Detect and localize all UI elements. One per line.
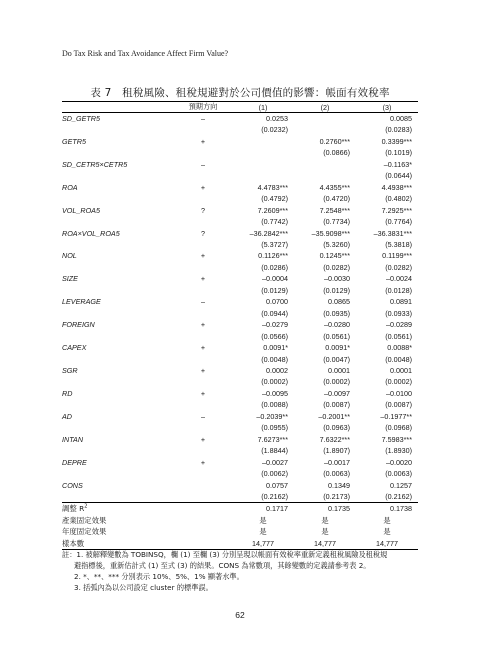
standard-error-cell: (0.0048)	[385, 354, 412, 364]
expected-sign: +	[200, 343, 206, 353]
standard-error-cell: (1.8907)	[323, 446, 350, 456]
coefficient-cell: –36.2842***	[249, 228, 288, 238]
coefficient-cell: 7.5983***	[381, 434, 412, 444]
standard-error-cell: (0.0002)	[261, 377, 288, 387]
expected-sign: –	[201, 297, 205, 307]
standard-error-cell: (0.0935)	[323, 308, 350, 318]
standard-error-row	[62, 239, 418, 250]
n-obs-value-2: 14,777	[294, 538, 356, 550]
standard-error-cell: (0.0048)	[261, 354, 288, 364]
adj-r2-value-3: 0.1738	[356, 503, 418, 515]
regression-table-container	[62, 101, 418, 550]
industry-fe-row	[62, 515, 418, 526]
standard-error-cell: (0.0047)	[323, 354, 350, 364]
running-header: Do Tax Risk and Tax Avoidance Affect Firm Value?	[62, 49, 229, 58]
expected-sign: +	[200, 457, 206, 467]
note-1: 註：1. 被解釋變數為 TOBINSQ，欄 (1) 至欄 (3) 分別呈現以帳面有效稅率重新定義租稅風險及租稅規	[62, 550, 388, 559]
coefficient-cell: –0.0024	[386, 274, 412, 284]
standard-error-cell: (0.0283)	[385, 125, 412, 135]
n-obs-label: 樣本數	[62, 538, 174, 550]
coefficient-row	[62, 457, 418, 468]
n-obs-value-1: 14,777	[232, 538, 294, 550]
coefficient-row	[62, 365, 418, 376]
expected-sign: –	[201, 411, 205, 421]
coefficient-row	[62, 296, 418, 307]
standard-error-cell: (1.8844)	[261, 446, 288, 456]
coefficient-cell: 0.0091*	[263, 343, 288, 353]
standard-error-row	[62, 285, 418, 296]
variable-name: SIZE	[62, 274, 78, 284]
coefficient-cell: –0.0100	[386, 388, 412, 398]
standard-error-row	[62, 399, 418, 410]
standard-error-cell: (0.0566)	[261, 331, 288, 341]
table-body	[62, 113, 418, 550]
standard-error-cell: (5.3818)	[385, 239, 412, 249]
year-fe-label: 年度固定效果	[62, 527, 107, 537]
adj-r2-value-1: 0.1717	[232, 503, 294, 515]
adj-r2-row	[62, 503, 418, 515]
header-column-3: (3)	[382, 102, 392, 112]
industry-fe-label: 產業固定效果	[62, 515, 107, 525]
standard-error-row	[62, 147, 418, 158]
coefficient-cell: –35.9098***	[311, 228, 350, 238]
variable-name: FOREIGN	[62, 320, 95, 330]
variable-name: ROA	[62, 182, 78, 192]
variable-name: SD_CETR5×CETR5	[62, 159, 128, 169]
standard-error-row	[62, 193, 418, 204]
standard-error-row	[62, 445, 418, 456]
coefficient-cell: 0.1349	[328, 480, 350, 490]
standard-error-row	[62, 354, 418, 365]
coefficient-cell: 4.4355***	[319, 182, 350, 192]
standard-error-cell: (0.7742)	[261, 217, 288, 227]
standard-error-cell: (0.2162)	[261, 491, 288, 501]
standard-error-cell	[294, 170, 356, 181]
coefficient-cell: 0.3399***	[381, 136, 412, 146]
coefficient-cell: 7.2925***	[381, 205, 412, 215]
standard-error-row	[62, 216, 418, 227]
standard-error-cell: (0.4802)	[385, 194, 412, 204]
coefficient-row	[62, 411, 418, 422]
standard-error-cell: (0.0963)	[323, 423, 350, 433]
coefficient-row	[62, 319, 418, 330]
standard-error-cell: (0.0063)	[323, 469, 350, 479]
year-fe-value-1: 是	[259, 527, 267, 537]
standard-error-cell: (0.0644)	[385, 171, 412, 181]
coefficient-cell: 0.0091*	[325, 343, 350, 353]
standard-error-row	[62, 331, 418, 342]
standard-error-cell: (0.0286)	[261, 262, 288, 272]
coefficient-row	[62, 205, 418, 216]
variable-name: GETR5	[62, 136, 86, 146]
coefficient-cell: 4.4783***	[257, 182, 288, 192]
table-notes	[62, 549, 418, 593]
industry-fe-value-3: 是	[383, 515, 391, 525]
header-column-2: (2)	[320, 102, 330, 112]
standard-error-cell: (0.0063)	[385, 469, 412, 479]
coefficient-row	[62, 480, 418, 491]
n-obs-row	[62, 538, 418, 550]
year-fe-value-2: 是	[321, 527, 329, 537]
standard-error-cell: (0.0129)	[323, 285, 350, 295]
standard-error-cell	[232, 170, 294, 181]
expected-sign: +	[200, 320, 206, 330]
variable-name: DEPRE	[62, 457, 87, 467]
expected-sign: +	[200, 251, 206, 261]
standard-error-cell: (0.7764)	[385, 217, 412, 227]
expected-sign: +	[200, 182, 206, 192]
standard-error-cell: (0.1019)	[385, 148, 412, 158]
coefficient-cell: –0.0030	[324, 274, 350, 284]
standard-error-cell: (0.0282)	[385, 262, 412, 272]
coefficient-cell: 0.0088*	[387, 343, 412, 353]
standard-error-cell: (0.0561)	[385, 331, 412, 341]
coefficient-cell: 0.0253	[266, 114, 288, 123]
coefficient-cell: 7.6322***	[319, 434, 350, 444]
variable-name: AD	[62, 411, 72, 421]
coefficient-cell: –0.0289	[386, 320, 412, 330]
coefficient-cell: 7.2548***	[319, 205, 350, 215]
coefficient-cell: –0.2001**	[318, 411, 350, 421]
standard-error-cell	[232, 147, 294, 158]
coefficient-cell: 7.2609***	[257, 205, 288, 215]
coefficient-cell: –0.0004	[262, 274, 288, 284]
coefficient-row	[62, 434, 418, 445]
note-2: 2. *、**、*** 分別表示 10%、5%、1% 顯著水準。	[74, 572, 244, 581]
coefficient-row	[62, 136, 418, 147]
variable-name: SD_GETR5	[62, 114, 100, 123]
variable-name: CONS	[62, 480, 83, 490]
adj-r2-value-2: 0.1735	[294, 503, 356, 515]
standard-error-cell: (1.8930)	[385, 446, 412, 456]
standard-error-cell: (0.0087)	[323, 400, 350, 410]
page-number: 62	[235, 610, 245, 620]
coefficient-cell: –0.0279	[262, 320, 288, 330]
coefficient-cell: –0.0280	[324, 320, 350, 330]
coefficient-cell	[294, 159, 356, 170]
industry-fe-value-1: 是	[259, 515, 267, 525]
standard-error-cell: (0.0087)	[385, 400, 412, 410]
variable-name: ROA×VOL_ROA5	[62, 228, 120, 238]
standard-error-cell: (0.0129)	[261, 285, 288, 295]
coefficient-cell: –0.0027	[262, 457, 288, 467]
standard-error-row	[62, 262, 418, 273]
coefficient-cell: 0.0865	[328, 297, 350, 307]
coefficient-cell: 0.0891	[390, 297, 412, 307]
variable-name: RD	[62, 388, 73, 398]
year-fe-row	[62, 526, 418, 537]
adj-r2-superscript: 2	[84, 503, 88, 510]
expected-sign	[174, 480, 232, 491]
standard-error-cell: (0.0944)	[261, 308, 288, 318]
standard-error-row	[62, 376, 418, 387]
expected-sign: –	[201, 114, 205, 123]
coefficient-cell: –0.1163*	[383, 159, 412, 169]
standard-error-row	[62, 308, 418, 319]
standard-error-cell: (0.0128)	[385, 285, 412, 295]
standard-error-cell	[294, 124, 356, 135]
regression-table	[62, 101, 418, 550]
standard-error-cell: (0.0561)	[323, 331, 350, 341]
coefficient-row	[62, 342, 418, 353]
coefficient-cell: 7.6273***	[257, 434, 288, 444]
standard-error-row	[62, 468, 418, 479]
standard-error-cell: (0.0968)	[385, 423, 412, 433]
table-title: 表 7 租稅風險、租稅規避對於公司價值的影響：帳面有效稅率	[90, 87, 390, 99]
coefficient-cell: 0.0700	[266, 297, 288, 307]
coefficient-cell: 4.4938***	[381, 182, 412, 192]
coefficient-cell: 0.0001	[390, 365, 412, 375]
variable-name: CAPEX	[62, 343, 87, 353]
standard-error-cell: (0.2162)	[385, 491, 412, 501]
n-obs-value-3: 14,777	[356, 538, 418, 550]
coefficient-cell: 0.2760***	[319, 136, 350, 146]
variable-name: LEVERAGE	[62, 297, 101, 307]
coefficient-cell: 0.0001	[328, 365, 350, 375]
coefficient-row	[62, 159, 418, 170]
coefficient-row	[62, 388, 418, 399]
coefficient-cell: 0.0002	[266, 365, 288, 375]
coefficient-row	[62, 250, 418, 261]
standard-error-row	[62, 124, 418, 135]
variable-name: VOL_ROA5	[62, 205, 100, 215]
expected-sign: –	[201, 159, 205, 169]
adj-r2-label-text: 調整 R	[62, 504, 85, 514]
coefficient-cell	[232, 136, 294, 147]
coefficient-cell: –0.1977**	[380, 411, 412, 421]
standard-error-cell: (0.0282)	[323, 262, 350, 272]
standard-error-row	[62, 422, 418, 433]
year-fe-value-3: 是	[383, 527, 391, 537]
standard-error-cell: (0.0002)	[385, 377, 412, 387]
coefficient-cell	[232, 159, 294, 170]
note-1-continued: 避指標後，重新估計式 (1) 至式 (3) 的結果。CONS 為常數項，其餘變數的定義請參考表 2。	[74, 561, 371, 570]
standard-error-row	[62, 170, 418, 181]
expected-sign: +	[200, 136, 206, 146]
standard-error-cell: (0.0866)	[323, 148, 350, 158]
coefficient-cell: –0.2039**	[256, 411, 288, 421]
coefficient-row	[62, 113, 418, 125]
standard-error-cell: (0.7734)	[323, 217, 350, 227]
expected-sign: +	[200, 388, 206, 398]
coefficient-cell: 0.1199***	[382, 251, 412, 261]
standard-error-cell: (0.0062)	[261, 469, 288, 479]
standard-error-cell: (5.3260)	[323, 239, 350, 249]
coefficient-cell: –0.0095	[262, 388, 288, 398]
coefficient-cell: –0.0097	[324, 388, 350, 398]
expected-sign: +	[200, 274, 206, 284]
coefficient-row	[62, 228, 418, 239]
coefficient-cell: 0.0757	[266, 480, 288, 490]
coefficient-cell: –0.0017	[324, 457, 350, 467]
standard-error-cell: (0.4720)	[323, 194, 350, 204]
header-column-1: (1)	[258, 102, 268, 112]
industry-fe-value-2: 是	[321, 515, 329, 525]
coefficient-cell: 0.1126***	[258, 251, 288, 261]
table-header-row	[62, 102, 418, 113]
standard-error-cell: (0.0088)	[261, 400, 288, 410]
coefficient-row	[62, 273, 418, 284]
variable-name: INTAN	[62, 434, 84, 444]
note-3: 3. 括弧內為以公司設定 cluster 的標準誤。	[74, 583, 213, 592]
coefficient-row	[62, 182, 418, 193]
header-sign-label: 預期方向	[188, 102, 218, 111]
expected-sign: +	[200, 434, 206, 444]
standard-error-cell: (0.2173)	[323, 491, 350, 501]
coefficient-cell	[294, 113, 356, 125]
coefficient-cell: 0.0085	[390, 114, 412, 123]
adj-r2-label	[62, 503, 174, 515]
coefficient-cell: 0.1257	[390, 480, 412, 490]
coefficient-cell: –0.0020	[386, 457, 412, 467]
expected-sign: +	[200, 365, 206, 375]
standard-error-cell: (0.4792)	[261, 194, 288, 204]
header-variable-cell	[62, 102, 174, 113]
standard-error-cell: (5.3727)	[261, 239, 288, 249]
standard-error-cell: (0.0232)	[261, 125, 288, 135]
coefficient-cell: 0.1245***	[319, 251, 350, 261]
expected-sign: ?	[201, 205, 205, 215]
variable-name: SGR	[62, 365, 78, 375]
standard-error-cell: (0.0933)	[385, 308, 412, 318]
coefficient-cell: –36.3831***	[373, 228, 412, 238]
expected-sign: ?	[201, 228, 205, 238]
variable-name: NOL	[62, 251, 77, 261]
standard-error-cell: (0.0002)	[323, 377, 350, 387]
standard-error-cell: (0.0955)	[261, 423, 288, 433]
standard-error-row	[62, 491, 418, 503]
